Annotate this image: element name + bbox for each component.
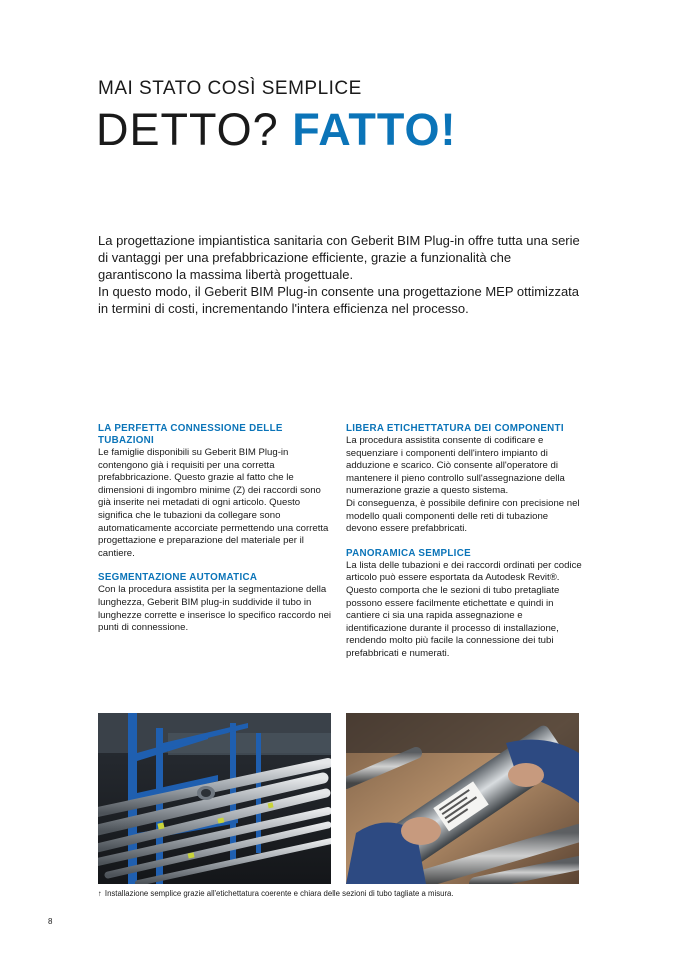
intro-paragraph-1: La progettazione impiantistica sanitaria con Geberit BIM Plug-in offre tutta una serie di vantaggi per una prefabbricazione efficiente, grazie a funzionalità che garantiscono la massima libertà progettuale. [98,233,580,282]
section-body-perfetta: Le famiglie disponibili su Geberit BIM Plug-in contengono già i requisiti per una corretta prefabbricazione. Questo grazie al fatto che le dimensioni di ingombro minime (Z) dei raccordi sono già inserite nei metadati di ogni articolo. Questo significa che le tubazioni da collegare sono automaticamente accorciate permettendo una corretta progettazione e preparazione del materiale per il cantiere. [98,447,329,559]
photo-labelled-pipe [346,713,579,884]
right-column [346,423,582,673]
section-body-segmentazione: Con la procedura assistita per la segmentazione della lunghezza, Geberit BIM plug-in suddivide il tubo in lunghezze corrette e inserisce lo specifico raccordo nei punti di connessione. [98,584,332,634]
section-title-segmentazione: SEGMENTAZIONE AUTOMATICA [98,572,258,584]
section-body-etichettatura-1: La procedura assistita consente di codificare e sequenziare i componenti dell'intero impianto di adduzione e scarico. Ciò consente all'operatore di mantenere il pieno controllo sull'assegnazione della numerazione grazie a questo sistema. [346,435,565,497]
section-body-panoramica: La lista delle tubazioni e dei raccordi ordinati per codice articolo può essere esportata da Autodesk Revit®. Questo comporta che le sezioni di tubo pretagliate possono essere facilmente etichettate e quindi in cantiere ci sia una rapida assegnazione e identificazione durante il processo di installazione, rendendo molto più facile la connessione dei tubi prefabbricati e numerati. [346,559,582,659]
figure-caption-text: Installazione semplice grazie all'etichettatura coerente e chiara delle sezioni di tubo tagliate a misura. [104,889,454,898]
page-headline [96,104,457,156]
headline-plain: DETTO? [96,104,293,155]
page-number: 8 [48,917,53,926]
left-column [98,423,334,647]
intro-paragraph-2: In questo modo, il Geberit BIM Plug-in consente una progettazione MEP ottimizzata in termini di costi, incrementando l'intera efficienza nel processo. [98,284,580,316]
photo-pipe-rack [98,713,331,884]
intro-text [98,232,588,317]
arrow-up-icon: ↑ [98,889,102,898]
headline-accent: FATTO! [292,104,457,155]
section-title-perfetta: LA PERFETTA CONNESSIONE DELLE TUBAZIONI [98,423,283,446]
section-kicker: MAI STATO COSÌ SEMPLICE [98,78,362,99]
section-title-etichettatura: LIBERA ETICHETTATURA DEI COMPONENTI [346,423,564,434]
section-body-etichettatura-2: Di conseguenza, è possibile definire con precisione nel modello quali componenti delle reti di tubazione devono essere prefabbricati. [346,497,580,535]
figure-caption [98,889,454,898]
section-title-panoramica: PANORAMICA SEMPLICE [346,547,471,559]
